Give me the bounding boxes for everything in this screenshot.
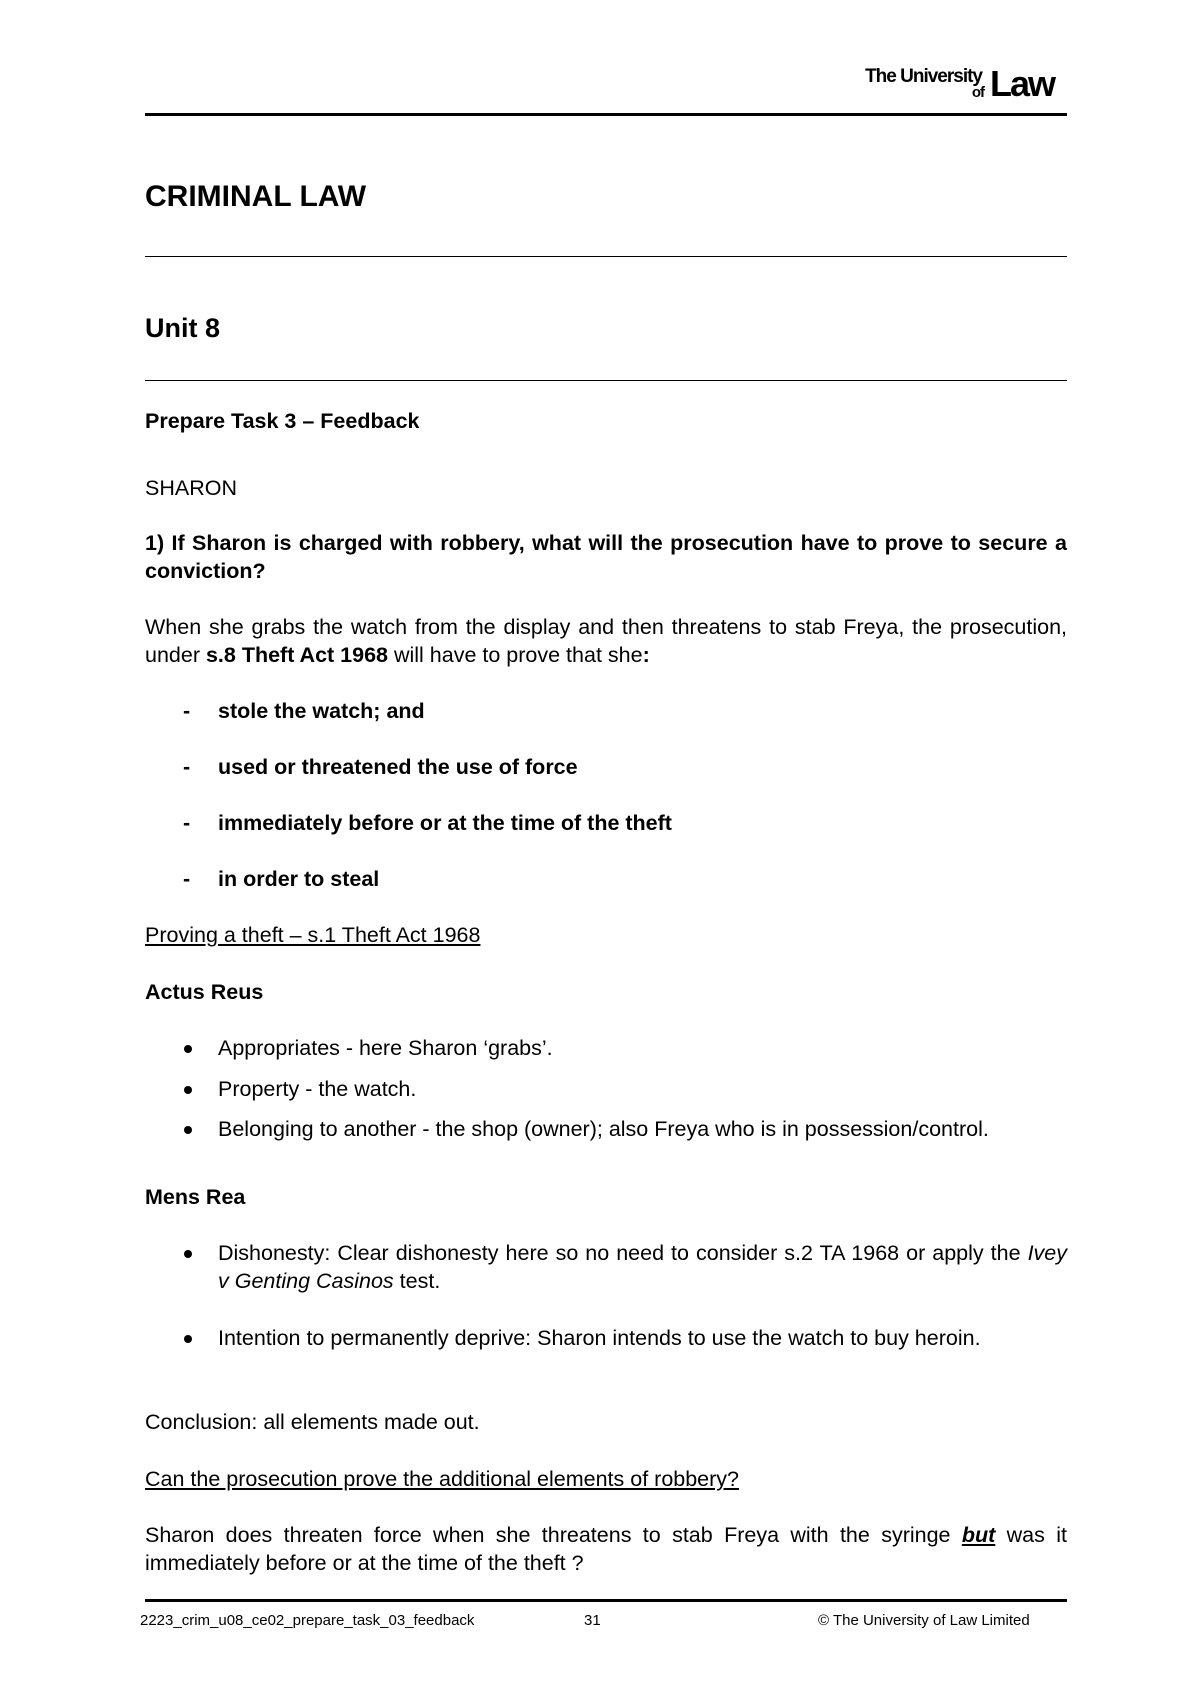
list-item-text: Belonging to another - the shop (owner); also Freya who is in possession/control. — [218, 1117, 989, 1141]
footer-rule — [145, 1599, 1067, 1602]
element-text: immediately before or at the time of the theft — [218, 811, 672, 835]
case-name: Ivey v Genting Casinos — [218, 1241, 1067, 1293]
dishonesty-part-1: Dishonesty: Clear dishonesty here so no need to consider s.2 TA 1968 or apply the — [218, 1241, 1028, 1265]
proving-theft-heading: Proving a theft – s.1 Theft Act 1968 — [145, 923, 481, 947]
element-text: stole the watch; and — [218, 699, 425, 723]
element-text: used or threatened the use of force — [218, 755, 578, 779]
bullet-icon — [184, 1045, 192, 1053]
intro-paragraph — [145, 613, 1067, 669]
dash-marker: - — [183, 867, 191, 891]
list-item-text: Appropriates - here Sharon ‘grabs’. — [218, 1036, 553, 1060]
title-rule — [145, 256, 1067, 257]
page-title: CRIMINAL LAW — [145, 180, 367, 213]
final-part-1: Sharon does threaten force when she threatens to stab Freya with the syringe — [145, 1523, 962, 1547]
element-text: in order to steal — [218, 867, 380, 891]
final-part-2: was it immediately before or at the time of the theft ? — [145, 1523, 1067, 1575]
list-item-text: Intention to permanently deprive: Sharon intends to use the watch to buy heroin. — [218, 1326, 981, 1350]
dash-marker: - — [183, 755, 191, 779]
footer-copyright: © The University of Law Limited — [818, 1612, 1030, 1629]
header-rule — [145, 113, 1067, 116]
dash-marker: - — [183, 699, 191, 723]
robbery-heading: Can the prosecution prove the additional elements of robbery? — [145, 1467, 740, 1491]
mens-rea-heading: Mens Rea — [145, 1185, 246, 1209]
question-text: 1) If Sharon is charged with robbery, what will the prosecution have to prove to secure a conviction? — [145, 531, 1067, 583]
footer-page-number: 31 — [584, 1612, 601, 1629]
final-paragraph — [145, 1521, 1067, 1577]
dash-marker: - — [183, 811, 191, 835]
bullet-icon — [184, 1086, 192, 1094]
university-logo — [844, 64, 1054, 104]
list-item-text — [218, 1239, 1067, 1295]
unit-rule — [145, 380, 1067, 381]
conclusion-text: Conclusion: all elements made out. — [145, 1410, 480, 1434]
logo-line-2: of — [971, 84, 984, 101]
statute-reference: s.8 Theft Act 1968 — [205, 643, 388, 667]
bullet-icon — [184, 1250, 192, 1258]
person-heading: SHARON — [145, 476, 237, 500]
emphasis-word: but — [961, 1523, 996, 1547]
list-item-text: Property - the watch. — [218, 1077, 417, 1101]
intro-part-1: When she grabs the watch from the display and then threatens to stab Freya, the prosecution, under — [145, 615, 1067, 667]
intro-colon: : — [642, 643, 650, 667]
logo-line-3: Law — [989, 63, 1054, 104]
logo-line-1: The University — [865, 66, 982, 87]
intro-part-2: will have to prove that she — [388, 643, 643, 667]
dishonesty-part-2: test. — [393, 1269, 441, 1293]
bullet-icon — [184, 1335, 192, 1343]
actus-reus-heading: Actus Reus — [145, 980, 264, 1004]
bullet-icon — [184, 1126, 192, 1134]
task-heading: Prepare Task 3 – Feedback — [145, 409, 420, 433]
unit-heading: Unit 8 — [145, 313, 221, 343]
footer-filename: 2223_crim_u08_ce02_prepare_task_03_feedback — [140, 1612, 475, 1629]
